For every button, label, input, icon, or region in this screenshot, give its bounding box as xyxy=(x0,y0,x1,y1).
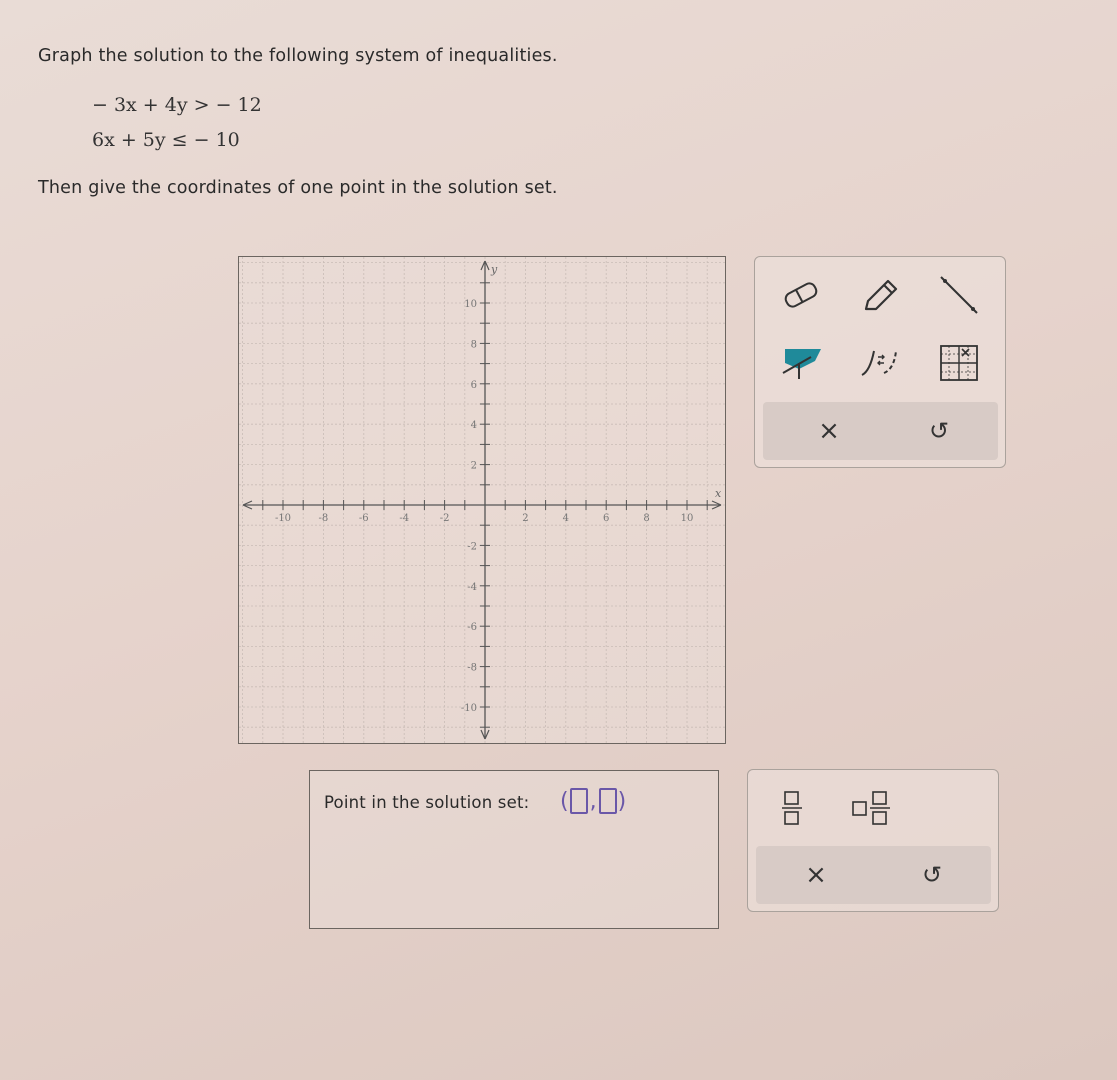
clear-answer-button[interactable] xyxy=(786,854,846,896)
y-tick-label: -4 xyxy=(467,581,477,593)
y-tick-label: 10 xyxy=(464,299,477,310)
y-tick-label: -6 xyxy=(467,622,477,634)
answer-label: Point in the solution set: xyxy=(324,793,530,812)
x-tick-label: 8 xyxy=(643,513,650,524)
close-icon: × xyxy=(805,860,827,890)
comma: , xyxy=(589,788,597,814)
eraser-icon xyxy=(779,277,823,313)
prompt-followup: Then give the coordinates of one point in the solution set. xyxy=(38,178,558,198)
mixed-number-icon xyxy=(849,788,895,828)
y-tick-label: 6 xyxy=(470,379,477,391)
pencil-icon xyxy=(858,275,902,315)
y-tick-label: 2 xyxy=(470,460,477,472)
x-tick-label: -8 xyxy=(318,513,329,524)
y-tick-label: -8 xyxy=(467,662,477,674)
inequality-1: − 3x + 4y > − 12 xyxy=(92,94,262,116)
pencil-tool[interactable] xyxy=(852,273,908,317)
undo-answer-button[interactable] xyxy=(902,854,962,896)
open-paren: ( xyxy=(560,788,569,814)
x-tick-label: -4 xyxy=(399,513,410,524)
x-tick-label: 10 xyxy=(680,513,694,524)
x-tick-label: 2 xyxy=(522,513,529,524)
clear-graph-button[interactable] xyxy=(799,410,859,452)
shade-region-icon xyxy=(777,343,825,383)
y-tick-label: -2 xyxy=(467,541,477,553)
fraction-button[interactable] xyxy=(764,786,820,830)
prompt-instruction: Graph the solution to the following system of inequalities. xyxy=(38,46,558,66)
answer-box xyxy=(309,770,719,929)
x-tick-label: -10 xyxy=(274,513,292,524)
y-tick-label: -10 xyxy=(460,703,477,714)
mixed-number-button[interactable] xyxy=(844,786,900,830)
y-axis-label: y xyxy=(491,263,498,276)
y-tick-label: 4 xyxy=(470,420,477,432)
y-coordinate-field[interactable] xyxy=(599,788,617,814)
coordinate-input[interactable] xyxy=(560,787,626,815)
close-paren: ) xyxy=(617,788,627,814)
math-tool-panel xyxy=(747,769,999,912)
close-icon: × xyxy=(818,416,840,446)
graph-action-bar xyxy=(763,402,998,460)
x-tick-label: -6 xyxy=(358,513,369,524)
grid-tool[interactable] xyxy=(931,341,987,385)
x-axis-label: x xyxy=(715,487,722,500)
x-coordinate-field[interactable] xyxy=(570,788,588,814)
y-tick-label: 8 xyxy=(470,339,477,351)
undo-graph-button[interactable] xyxy=(909,410,969,452)
shade-tool[interactable] xyxy=(773,341,829,385)
x-tick-label: 6 xyxy=(603,513,610,524)
grid-cell-icon xyxy=(937,343,981,383)
inequality-2: 6x + 5y ≤ − 10 xyxy=(92,129,240,151)
coordinate-graph[interactable] xyxy=(238,256,726,744)
fraction-icon xyxy=(777,788,807,828)
line-segment-icon xyxy=(935,273,983,317)
eraser-tool[interactable] xyxy=(773,273,829,317)
undo-icon: ↺ xyxy=(928,417,950,445)
math-action-bar xyxy=(756,846,991,904)
line-tool[interactable] xyxy=(931,273,987,317)
dashed-solid-line-icon xyxy=(856,343,904,383)
x-tick-label: 4 xyxy=(562,513,569,524)
graph-canvas[interactable] xyxy=(239,257,725,743)
undo-icon: ↺ xyxy=(921,861,943,889)
dashed-solid-tool[interactable] xyxy=(852,341,908,385)
graph-tool-panel xyxy=(754,256,1006,468)
x-tick-label: -2 xyxy=(439,513,450,524)
